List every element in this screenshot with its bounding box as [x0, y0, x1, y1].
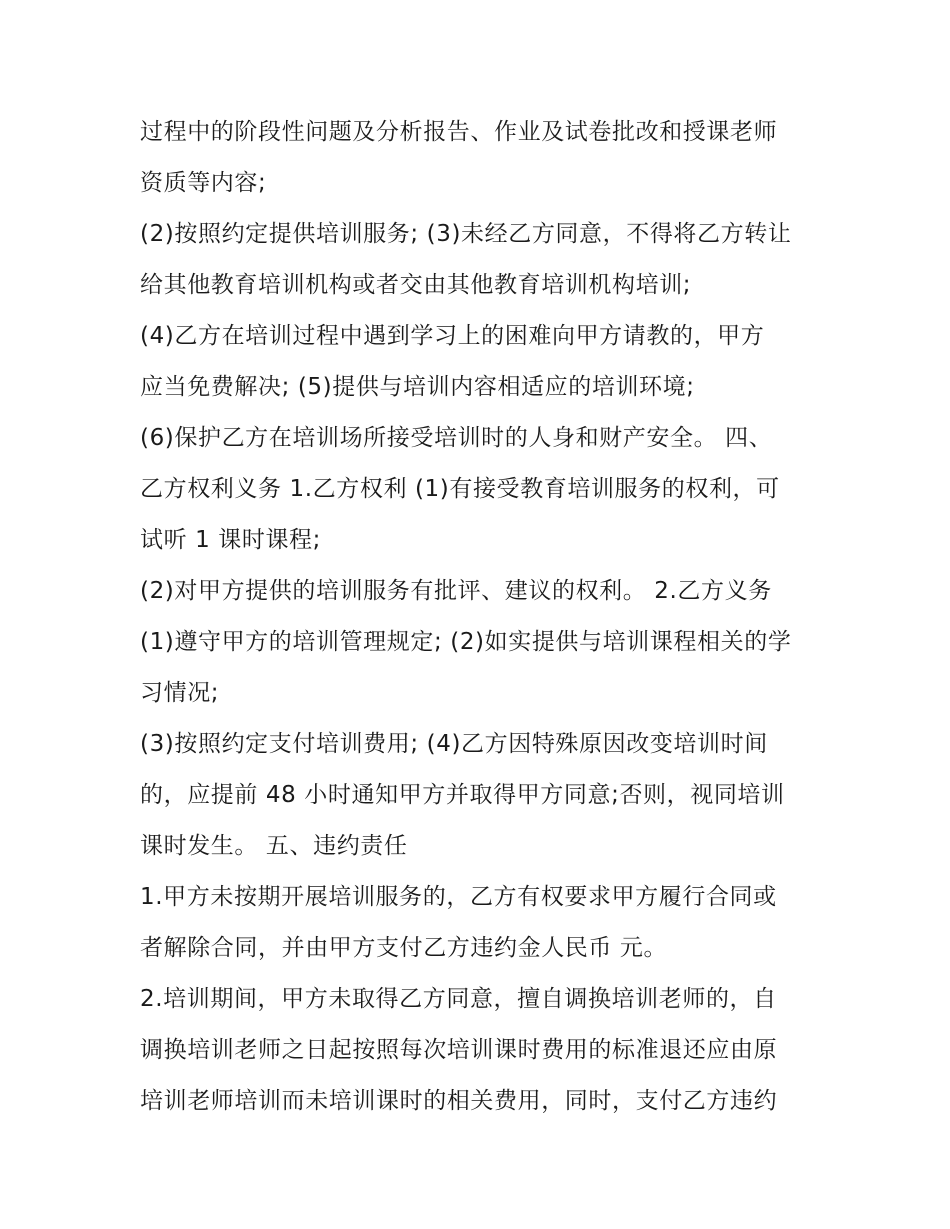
text-line: (3)按照约定支付培训费用; (4)乙方因特殊原因改变培训时间 [140, 731, 768, 757]
text-line: 试听 1 课时课程; [140, 527, 322, 553]
text-line: 习情况; [140, 680, 220, 706]
text-line: 培训老师培训而未培训课时的相关费用，同时，支付乙方违约 [140, 1088, 778, 1114]
contract-text [140, 107, 820, 1127]
text-line: (2)对甲方提供的培训服务有批评、建议的权利。 2.乙方义务 [140, 578, 772, 604]
text-line: 应当免费解决; (5)提供与培训内容相适应的培训环境; [140, 374, 695, 400]
text-line: 资质等内容; [140, 170, 267, 196]
text-line: (1)遵守甲方的培训管理规定; (2)如实提供与培训课程相关的学 [140, 629, 792, 655]
text-line: 过程中的阶段性问题及分析报告、作业及试卷批改和授课老师 [140, 119, 778, 145]
text-line: 调换培训老师之日起按照每次培训课时费用的标准退还应由原 [140, 1037, 778, 1063]
text-line: (2)按照约定提供培训服务; (3)未经乙方同意，不得将乙方转让 [140, 221, 792, 247]
text-line: 的，应提前 48 小时通知甲方并取得甲方同意;否则，视同培训 [140, 782, 785, 808]
text-line: 2.培训期间，甲方未取得乙方同意，擅自调换培训老师的，自 [140, 986, 777, 1012]
text-line: 给其他教育培训机构或者交由其他教育培训机构培训; [140, 272, 692, 298]
text-line: (6)保护乙方在培训场所接受培训时的人身和财产安全。 四、 [140, 425, 773, 451]
text-line: 1.甲方未按期开展培训服务的，乙方有权要求甲方履行合同或 [140, 884, 777, 910]
text-line: (4)乙方在培训过程中遇到学习上的困难向甲方请教的，甲方 [140, 323, 765, 349]
text-line: 乙方权利义务 1.乙方权利 (1)有接受教育培训服务的权利，可 [140, 476, 780, 502]
text-line: 课时发生。 五、违约责任 [140, 833, 408, 859]
text-line: 者解除合同，并由甲方支付乙方违约金人民币 元。 [140, 935, 668, 961]
